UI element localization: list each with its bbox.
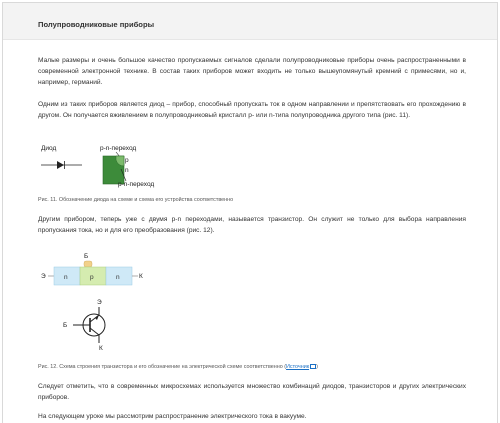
figure-diode (38, 139, 238, 189)
diode-symbol-icon (41, 161, 82, 169)
pn-junction-bottom-label: р-n-переход (118, 181, 155, 188)
region-n-left-label: n (64, 274, 68, 281)
paragraph-diode: Одним из таких приборов является диод – прибор, способный пропускать ток в одном направлении и препятствовать его прохождению в другом. Он получается вживлением в полупроводниковый кристалл р- или n-типа полупроводника другого типа (рис. 11). (38, 100, 466, 119)
diode-label: Диод (41, 145, 57, 152)
figure-transistor-structure (38, 251, 178, 291)
article-body-2 (38, 214, 466, 236)
page-header (3, 3, 497, 40)
collector-label: К (139, 273, 143, 280)
figure-transistor-symbol (61, 295, 121, 353)
base-label: Б (84, 253, 89, 260)
region-n-right-label: n (116, 274, 120, 281)
paragraph-next-lesson: На следующем уроке мы рассмотрим распространение электрического тока в вакууме. (38, 413, 307, 421)
page-title: Полупроводниковые приборы (38, 20, 155, 29)
transistor-symbol-icon (61, 295, 121, 353)
n-region-label: n (125, 167, 129, 174)
emitter-label: Э (41, 273, 46, 280)
symbol-base-label: Б (63, 322, 68, 329)
article-body (38, 55, 466, 121)
figure-12-caption-text: Рис. 12. Схема строения транзистора и его обозначение на электрической схеме соответственно ( (38, 364, 287, 370)
source-link[interactable]: Источник (286, 364, 310, 370)
paragraph-microcircuits: Следует отметить, что в современных микросхемах используется множество комбинаций диодов, транзисторов и других электрических приборов. (38, 383, 466, 402)
symbol-emitter-label: Э (97, 299, 102, 306)
page-frame (2, 2, 498, 423)
base-contact (84, 261, 92, 267)
figure-12-caption-end: ) (316, 364, 318, 370)
p-region-label: р (125, 157, 129, 164)
paragraph-intro: Малые размеры и очень большое качество пропускаемых сигналов сделали полупроводниковые приборы очень распространенными в современной электронной технике. В состав таких приборов может входить не только вышеупомянутый кремний с примесями, но и, например, германий. (38, 57, 466, 87)
figure-12-caption (38, 364, 318, 370)
diode-figure-svg (38, 139, 238, 189)
paragraph-transistor: Другим прибором, теперь уже с двумя p-n переходами, называется транзистор. Он служит не только для выбора направления пропускания тока, но и для его преобразования (рис. 12). (38, 216, 466, 235)
figure-11-caption: Рис. 11. Обозначение диода на схеме и схема его устройства соответственно (38, 197, 234, 203)
article-body-3 (38, 381, 466, 423)
pn-junction-top-label: р-n-переход (100, 145, 137, 152)
transistor-structure-svg (38, 251, 178, 291)
region-p-label: p (90, 274, 94, 281)
symbol-collector-label: К (99, 345, 103, 352)
